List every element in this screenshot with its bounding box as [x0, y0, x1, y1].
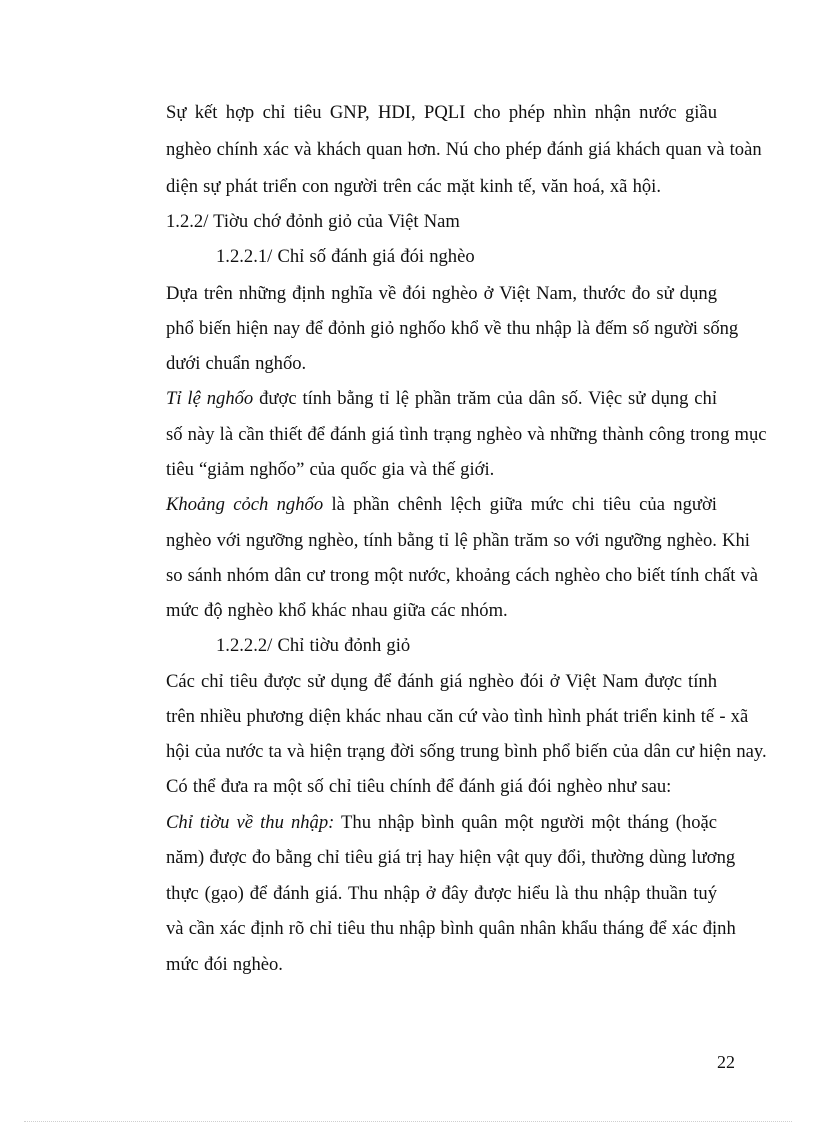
subsection-heading: 1.2.2.2/ Chỉ tiờu đỏnh giỏ [216, 635, 411, 656]
paragraph-line: trên nhiều phương diện khác nhau căn cứ vào tình hình phát triển kinh tế - xã [166, 706, 749, 727]
paragraph-line: Sự kết hợp chỉ tiêu GNP, HDI, PQLI cho phép nhìn nhận nước giầu [166, 102, 717, 123]
paragraph-line: phổ biến hiện nay để đỏnh giỏ nghốo khổ về thu nhập là đếm số người sống [166, 318, 739, 339]
paragraph-line: so sánh nhóm dân cư trong một nước, khoảng cách nghèo cho biết tính chất và [166, 565, 759, 586]
page-number: 22 [717, 1052, 735, 1072]
paragraph-line: số này là cần thiết để đánh giá tình trạng nghèo và những thành công trong mục [166, 424, 767, 445]
paragraph-line: mức độ nghèo khổ khác nhau giữa các nhóm. [166, 600, 508, 621]
subsection-heading: 1.2.2.1/ Chỉ số đánh giá đói nghèo [216, 246, 475, 267]
paragraph-line: nghèo với ngưỡng nghèo, tính bằng tỉ lệ phần trăm so với ngưỡng nghèo. Khi [166, 530, 750, 551]
paragraph-line: diện sự phát triển con người trên các mặt kinh tế, văn hoá, xã hội. [166, 176, 661, 197]
paragraph-line: Các chỉ tiêu được sử dụng để đánh giá nghèo đói ở Việt Nam được tính [166, 671, 717, 692]
defined-term: Chỉ tiờu về thu nhập: [166, 812, 335, 833]
defined-term: Khoảng cỏch nghốo [166, 494, 324, 515]
paragraph-line [166, 388, 717, 410]
paragraph-line: Có thể đưa ra một số chỉ tiêu chính để đánh giá đói nghèo như sau: [166, 776, 672, 797]
paragraph-line [166, 494, 717, 516]
paragraph-line: nghèo chính xác và khách quan hơn. Nú cho phép đánh giá khách quan và toàn [166, 139, 762, 160]
page-bottom-divider [24, 1121, 792, 1122]
paragraph-line: dưới chuẩn nghốo. [166, 353, 307, 374]
paragraph-line: tiêu “giảm nghốo” của quốc gia và thế giới. [166, 459, 495, 480]
section-heading: 1.2.2/ Tiờu chớ đỏnh giỏ của Việt Nam [166, 211, 460, 232]
paragraph-line: mức đói nghèo. [166, 954, 283, 975]
paragraph-line: thực (gạo) để đánh giá. Thu nhập ở đây được hiểu là thu nhập thuần tuý [166, 883, 717, 904]
paragraph-line [166, 812, 717, 834]
paragraph-text: được tính bằng tỉ lệ phần trăm của dân số. Việc sử dụng chỉ [253, 388, 717, 409]
paragraph-text: Thu nhập bình quân một người một tháng (hoặc [334, 812, 717, 833]
paragraph-line: Dựa trên những định nghĩa về đói nghèo ở Việt Nam, thước đo sử dụng [166, 283, 717, 304]
defined-term: Tỉ lệ nghốo [166, 388, 254, 409]
paragraph-text: là phần chênh lệch giữa mức chi tiêu của người [323, 494, 717, 515]
paragraph-line: năm) được đo bằng chỉ tiêu giá trị hay hiện vật quy đổi, thường dùng lương [166, 847, 736, 868]
paragraph-line: hội của nước ta và hiện trạng đời sống trung bình phổ biến của dân cư hiện nay. [166, 741, 767, 762]
paragraph-line: và cần xác định rõ chỉ tiêu thu nhập bình quân nhân khẩu tháng để xác định [166, 918, 736, 939]
